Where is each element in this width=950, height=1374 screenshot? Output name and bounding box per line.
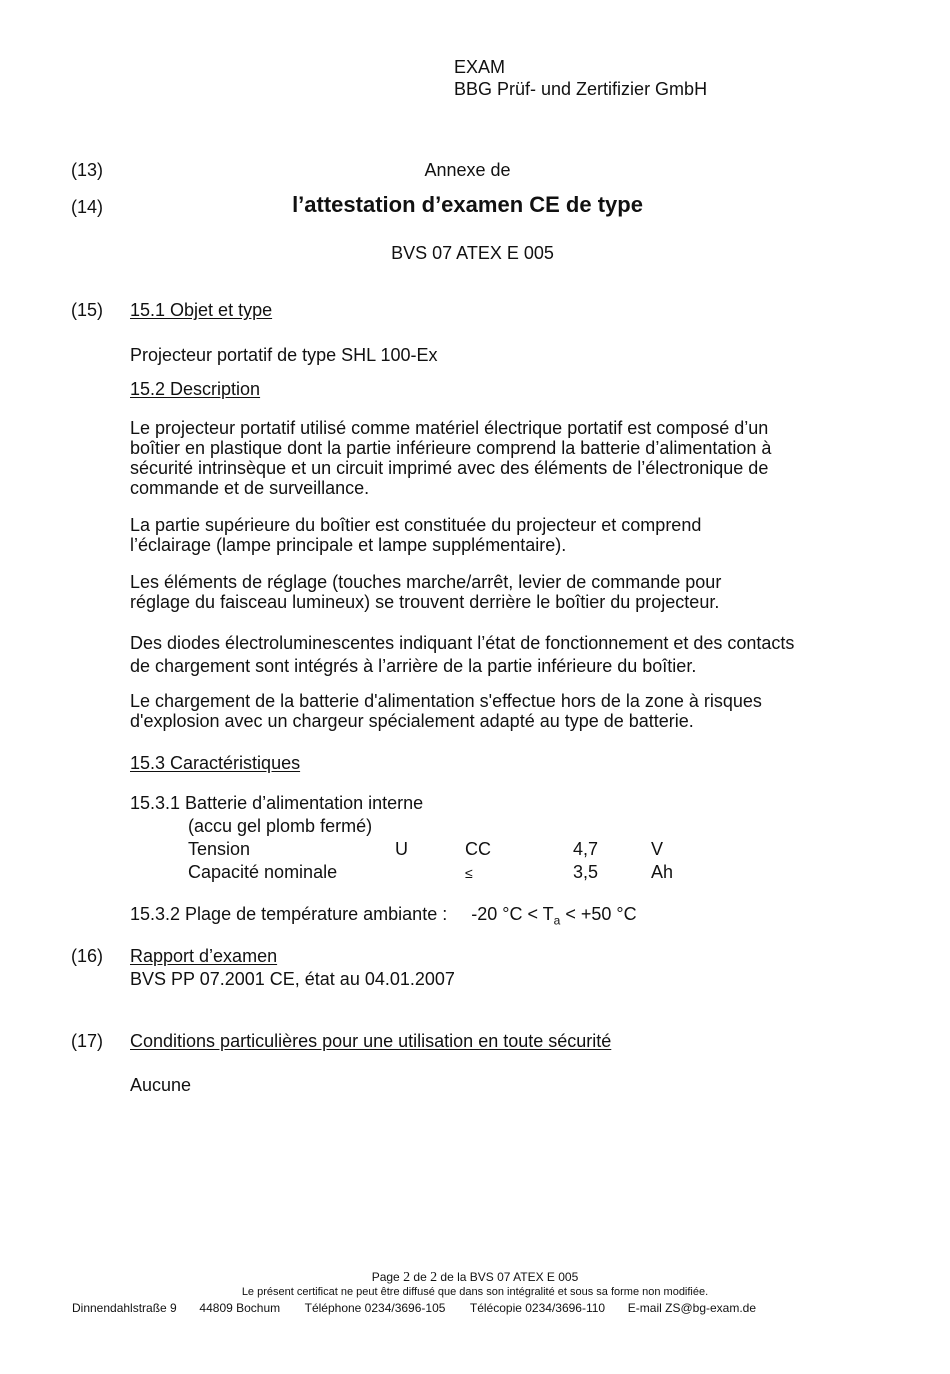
param-operator: ≤ <box>465 865 473 881</box>
temperature-label: 15.3.2 Plage de température ambiante : <box>130 904 448 924</box>
param-symbol: U <box>395 839 408 859</box>
company-name-full: BBG Prüf- und Zertifizier GmbH <box>454 79 708 99</box>
characteristics-row-capacity <box>0 862 950 884</box>
item-number-15: (15) <box>71 300 104 320</box>
item-number-16: (16) <box>71 946 104 966</box>
company-name-exam: EXAM <box>454 57 506 77</box>
param-unit: V <box>651 839 664 859</box>
test-report-text: BVS PP 07.2001 CE, état au 04.01.2007 <box>130 969 455 989</box>
battery-heading: 15.3.1 Batterie d’alimentation interne <box>130 793 424 813</box>
footer-city: 44809 Bochum <box>199 1301 281 1315</box>
item-number-13: (13) <box>71 160 104 180</box>
footer-fax: Télécopie 0234/3696-110 <box>469 1301 606 1315</box>
param-unit: Ah <box>651 862 674 882</box>
footer-street: Dinnendahlstraße 9 <box>72 1301 177 1315</box>
param-label: Tension <box>188 839 251 859</box>
temperature-range <box>130 904 637 928</box>
item-number-17: (17) <box>71 1031 104 1051</box>
annex-label: Annexe de <box>424 160 511 180</box>
object-type-text: Projecteur portatif de type SHL 100-Ex <box>130 345 438 365</box>
footer-page-number: Page 2 de 2 de la BVS 07 ATEX E 005 <box>371 1270 579 1285</box>
footer-contact <box>72 1301 756 1315</box>
battery-subheading: (accu gel plomb fermé) <box>188 816 373 836</box>
special-conditions-text: Aucune <box>130 1075 192 1095</box>
heading-15-3: 15.3 Caractéristiques <box>130 753 301 773</box>
item-number-14: (14) <box>71 197 104 217</box>
footer-notice: Le présent certificat ne peut être diffusé que dans son intégralité et sous sa forme non modifiée. <box>241 1286 709 1298</box>
param-operator: CC <box>465 839 491 859</box>
temperature-value: -20 $^\circ C < T_a < +50$ °C <box>471 904 637 928</box>
heading-15-1: 15.1 Objet et type <box>130 300 273 320</box>
heading-15-2: 15.2 Description <box>130 379 261 399</box>
footer-phone: Téléphone 0234/3696-105 <box>304 1301 446 1315</box>
document-title: l’attestation d’examen CE de type <box>292 192 643 217</box>
heading-special-conditions: Conditions particulières pour une utilisation en toute sécurité <box>130 1031 612 1051</box>
heading-test-report: Rapport d’examen <box>130 946 278 966</box>
param-value: 3,5 <box>573 862 599 882</box>
param-value: 4,7 <box>573 839 599 859</box>
description-paragraph-4: Des diodes électroluminescentes indiquant l’état de fonctionnement et des contacts de chargement sont intégrés à l’arrière de la partie inférieure du boîtier. <box>130 633 795 676</box>
certificate-number: BVS 07 ATEX E 005 <box>391 243 554 263</box>
description-paragraph-1: Le projecteur portatif utilisé comme matériel électrique portatif est composé d’un boîtier en plastique dont la partie inférieure comprend la batterie d’alimentation à sécurité intrinsèque et un circuit imprimé avec des éléments de l’électronique de commande et de surveillance. <box>130 418 772 498</box>
description-paragraph-3: Les éléments de réglage (touches marche/arrêt, levier de commande pour réglage du faisceau lumineux) se trouvent derrière le boîtier du projecteur. <box>130 572 722 612</box>
description-paragraph-5: Le chargement de la batterie d'alimentation s'effectue hors de la zone à risques d'explosion avec un chargeur spécialement adapté au type de batterie. <box>130 691 762 731</box>
characteristics-row-voltage <box>0 839 950 861</box>
description-paragraph-2: La partie supérieure du boîtier est constituée du projecteur et comprend l’éclairage (lampe principale et lampe supplémentaire). <box>130 515 702 555</box>
param-label: Capacité nominale <box>188 862 338 882</box>
company-header <box>454 56 707 100</box>
footer-email: E-mail ZS@bg-exam.de <box>627 1301 757 1315</box>
